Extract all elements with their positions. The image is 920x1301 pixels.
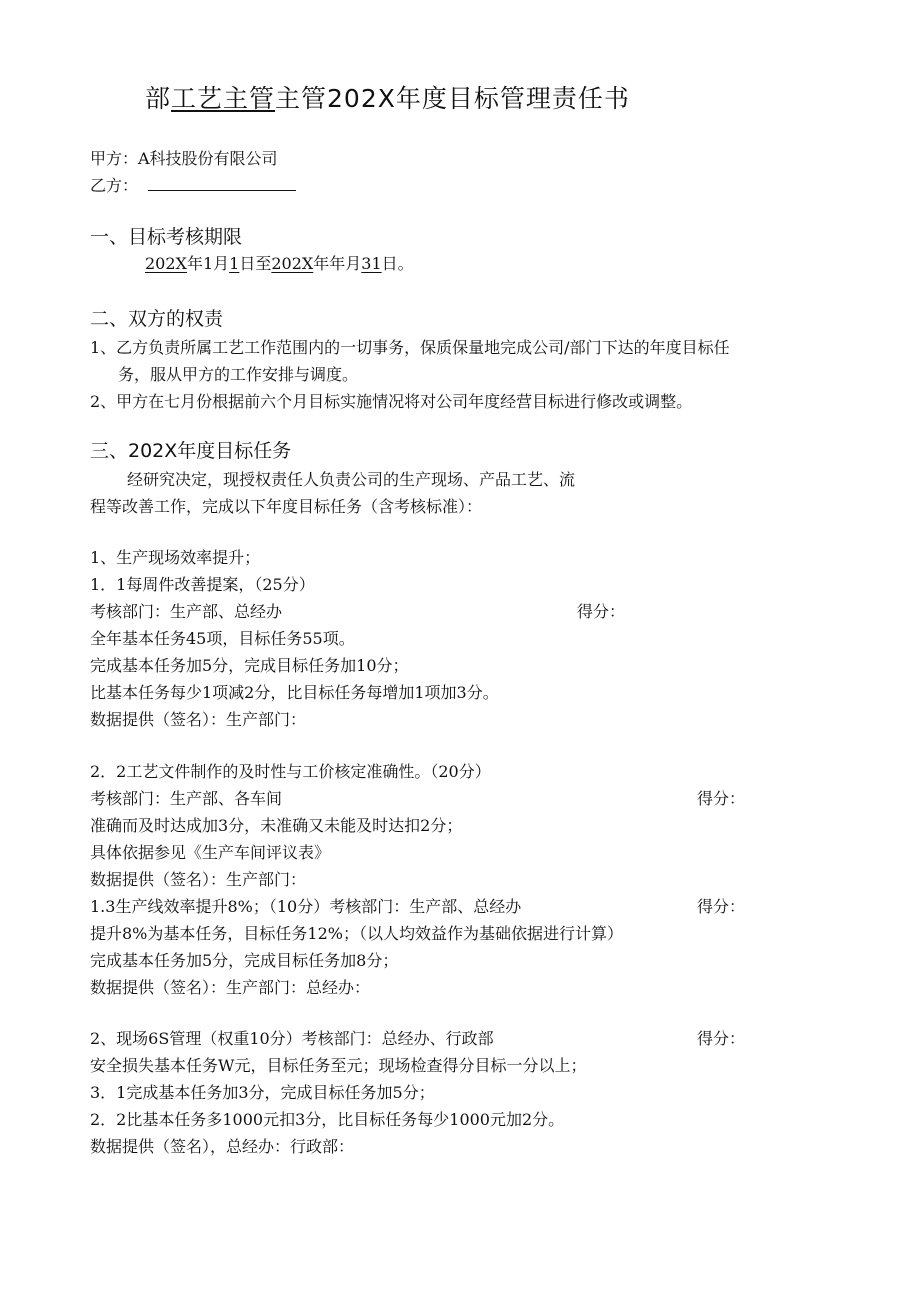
section3-heading: 三、202X年度目标任务 xyxy=(90,440,292,462)
period-text-4: 日。 xyxy=(381,254,414,273)
title-underlined-role: 工艺主管 xyxy=(171,84,276,113)
task-1-1-line-2: 完成基本任务加5分，完成目标任务加10分； xyxy=(90,656,409,675)
rights-item-1-line-2: 务，服从甲方的工作安排与调度。 xyxy=(118,365,359,384)
task-1-1-dept: 考核部门：生产部、总经办 xyxy=(90,602,283,621)
task-1-2-dept: 考核部门：生产部、各车间 xyxy=(90,789,283,808)
period-text-1: 年1月 xyxy=(186,254,230,273)
task-1-2-score: 得分： xyxy=(697,789,746,808)
section3-intro-line-2: 程等改善工作，完成以下年度目标任务（含考核标准）： xyxy=(90,497,483,516)
task-1-2-line-3: 数据提供（签名）：生产部门： xyxy=(90,870,307,889)
party-b xyxy=(90,178,296,194)
section3-intro-line-1: 经研究决定，现授权责任人负责公司的生产现场、产品工艺、流 xyxy=(127,470,576,489)
title-suffix: 主管202X年度目标管理责任书 xyxy=(275,84,630,113)
task-1-1-line-3: 比基本任务每少1项减2分，比目标任务每增加1项加3分。 xyxy=(90,683,499,702)
task-1-2-title: 2．2工艺文件制作的及时性与工价核定准确性。（20分） xyxy=(90,762,491,781)
task-1-1-line-4: 数据提供（签名）：生产部门： xyxy=(90,710,307,729)
task-1-2-line-2: 具体依据参见《生产车间评议表》 xyxy=(90,843,331,862)
document-title xyxy=(145,86,630,111)
rights-item-1-line-1: 1、乙方负责所属工艺工作范围内的一切事务，保质保量地完成公司/部门下达的年度目标任 xyxy=(90,338,730,357)
task-2-line-2: 3．1完成基本任务加3分，完成目标任务加5分； xyxy=(90,1083,435,1102)
period-text-3: 年年月 xyxy=(313,254,362,273)
period-start-day: 1 xyxy=(229,254,240,273)
task-1-1-title: 1．1每周件改善提案，（25分） xyxy=(90,575,315,594)
task-1-3-line-2: 完成基本任务加5分，完成目标任务加8分； xyxy=(90,951,399,970)
task-1-1-score: 得分： xyxy=(577,602,626,621)
task-1-3-line-3: 数据提供（签名）：生产部门：总经办： xyxy=(90,978,371,997)
period-start-year: 202X xyxy=(145,254,187,273)
period-end-year: 202X xyxy=(271,254,314,273)
rights-item-2: 2、甲方在七月份根据前六个月目标实施情况将对公司年度经营目标进行修改或调整。 xyxy=(90,392,693,411)
task-1-3-line-1: 提升8%为基本任务，目标任务12%；（以人均效益作为基础依据进行计算） xyxy=(90,924,623,943)
section2-heading: 二、双方的权责 xyxy=(90,308,224,330)
section1-heading: 一、目标考核期限 xyxy=(90,226,243,248)
party-b-label: 乙方： xyxy=(90,176,139,195)
task-2-line-1: 安全损失基本任务W元，目标任务至元；现场检查得分目标一分以上； xyxy=(90,1056,587,1075)
task-1-1-line-1: 全年基本任务45项，目标任务55项。 xyxy=(90,629,355,648)
title-prefix: 部 xyxy=(145,84,172,113)
party-a: 甲方：A科技股份有限公司 xyxy=(90,149,278,168)
assessment-period xyxy=(145,256,414,272)
task1-heading: 1、生产现场效率提升； xyxy=(90,548,261,567)
period-end-day: 31 xyxy=(361,254,382,273)
task-1-3-score: 得分： xyxy=(697,897,746,916)
task-2-score: 得分： xyxy=(697,1029,746,1048)
task-2-line-3: 2．2比基本任务多1000元扣3分，比目标任务每少1000元加2分。 xyxy=(90,1110,565,1129)
task-1-3-title: 1.3生产线效率提升8%；（10分）考核部门：生产部、总经办 xyxy=(90,897,522,916)
task-2-title: 2、现场6S管理（权重10分）考核部门：总经办、行政部 xyxy=(90,1029,494,1048)
party-b-blank xyxy=(148,178,296,191)
period-text-2: 日至 xyxy=(239,254,272,273)
task-1-2-line-1: 准确而及时达成加3分，未准确又未能及时达扣2分； xyxy=(90,816,463,835)
task-2-line-4: 数据提供（签名），总经办：行政部： xyxy=(90,1137,355,1156)
